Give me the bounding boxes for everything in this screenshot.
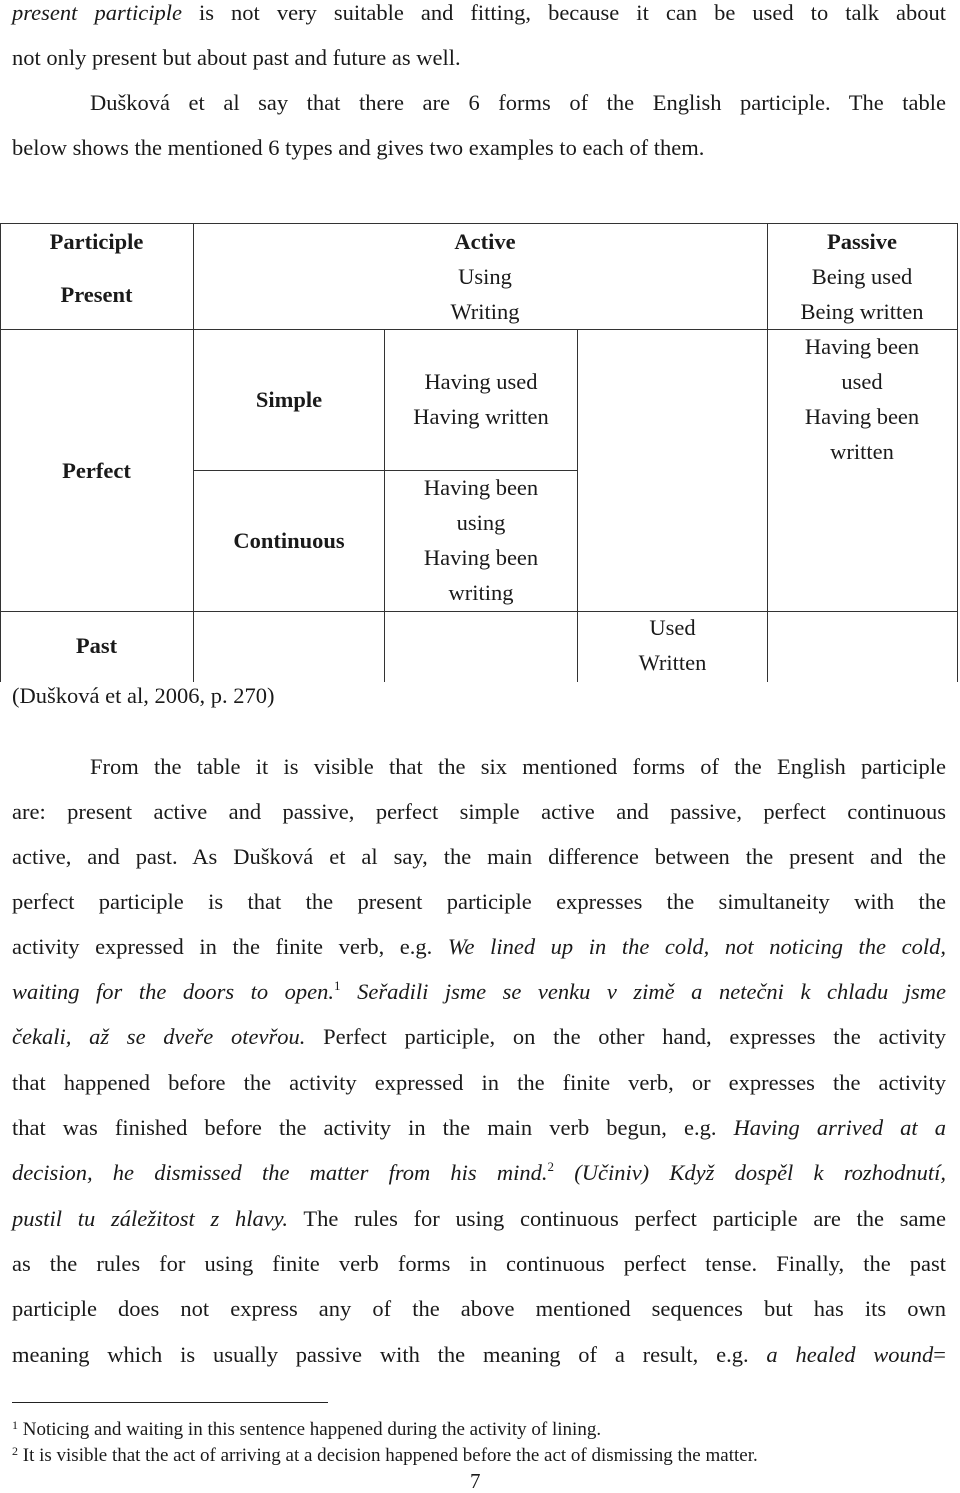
body-line-4: perfect participle is that the present participle expresses the simultaneity with the <box>12 889 946 914</box>
example-3: a healed wound <box>766 1342 934 1367</box>
past-passive-1: Used <box>649 615 696 640</box>
perfect-passive-1: Having been <box>804 334 920 359</box>
table-source: (Dušková et al, 2006, p. 270) <box>12 683 275 708</box>
present-active-1: Using <box>458 264 512 289</box>
footnote-2: $^2$ It is visible that the act of arriving at a decision happened before the act of dismissing the matter. <box>12 1444 758 1466</box>
row-perfect: Perfect <box>62 458 131 483</box>
body-line-7: čekali, až se dveře otevřou. Perfect participle, on the other hand, expresses the activity <box>12 1024 946 1049</box>
header-participle: Participle <box>49 229 144 254</box>
perfect-cont-active-2: using <box>456 510 506 535</box>
perfect-cont-active-3: Having been <box>423 545 539 570</box>
footnote-ref-2: 2 <box>547 1159 555 1174</box>
term-present-participle: present participle <box>12 0 182 25</box>
footnote-ref-1: 1 <box>334 978 341 993</box>
perfect-cont-active-4: writing <box>448 580 514 605</box>
perfect-simple-active-2: Having written <box>413 404 549 429</box>
body-line-13: participle does not express any of the above mentioned sequences but has its own <box>12 1296 946 1321</box>
header-active: Active <box>454 229 516 254</box>
intro-line-3: Dušková et al say that there are 6 forms of the English participle. The table <box>90 90 946 115</box>
perfect-passive-4: written <box>830 439 894 464</box>
intro-line-2: not only present but about past and future as well. <box>12 45 461 70</box>
body-line-5: activity expressed in the finite verb, e.g. We lined up in the cold, not noticing the cold, <box>12 934 946 959</box>
table-border-col1 <box>193 223 194 682</box>
table-border-right <box>957 223 958 682</box>
example-1-cz: Seřadili jsme se venku v zimě a netečni k chladu jsme <box>340 979 946 1004</box>
footnote-separator <box>12 1402 328 1403</box>
body-line-12: as the rules for using finite verb forms in continuous perfect tense. Finally, the past <box>12 1251 946 1276</box>
body-line-11: pustil tu záležitost z hlavy. The rules for using continuous perfect participle are the same <box>12 1206 946 1231</box>
example-2-cz: (Učiniv) Když dospěl k rozhodnutí, <box>554 1160 946 1185</box>
example-2-en: Having arrived at a <box>733 1115 946 1140</box>
body-line-9: that was finished before the activity in the main verb begun, e.g. Having arrived at a <box>12 1115 946 1140</box>
header-passive: Passive <box>827 229 897 254</box>
present-active-2: Writing <box>450 299 520 324</box>
row-past: Past <box>75 633 118 658</box>
row-present: Present <box>60 282 133 307</box>
body-line-1: From the table it is visible that the six mentioned forms of the English participle <box>90 754 946 779</box>
example-1-en: We lined up in the cold, not noticing the cold, <box>447 934 946 959</box>
present-passive-1: Being used <box>811 264 913 289</box>
perfect-passive-3: Having been <box>804 404 920 429</box>
body-line-3: active, and past. As Dušková et al say, the main difference between the present and the <box>12 844 946 869</box>
perfect-passive-2: used <box>841 369 883 394</box>
present-passive-2: Being written <box>800 299 924 324</box>
table-border-row3 <box>0 611 958 612</box>
perfect-cont-active-1: Having been <box>423 475 539 500</box>
body-line-2: are: present active and passive, perfect simple active and passive, perfect continuous <box>12 799 946 824</box>
intro-line-1: present participle is not very suitable and fitting, because it can be used to talk about <box>12 0 947 25</box>
row-simple: Simple <box>255 387 323 412</box>
row-continuous: Continuous <box>233 528 345 553</box>
footnote-1: $^1$ Noticing and waiting in this sentence happened during the activity of lining. <box>12 1418 602 1440</box>
past-passive-2: Written <box>638 650 707 675</box>
page-number: 7 <box>470 1469 481 1493</box>
body-line-6: waiting for the doors to open.$^1$ Seřadili jsme se venku v zimě a netečni k chladu jsme <box>12 978 946 1004</box>
intro-line-4: below shows the mentioned 6 types and gives two examples to each of them. <box>12 135 705 160</box>
body-line-8: that happened before the activity expressed in the finite verb, or expresses the activity <box>12 1070 946 1095</box>
perfect-simple-active-1: Having used <box>424 369 538 394</box>
body-line-14: meaning which is usually passive with the meaning of a result, e.g. a healed wound= <box>12 1342 946 1367</box>
body-line-10: decision, he dismissed the matter from his mind.$^2$ (Učiniv) Když dospěl k rozhodnutí, <box>12 1159 946 1185</box>
